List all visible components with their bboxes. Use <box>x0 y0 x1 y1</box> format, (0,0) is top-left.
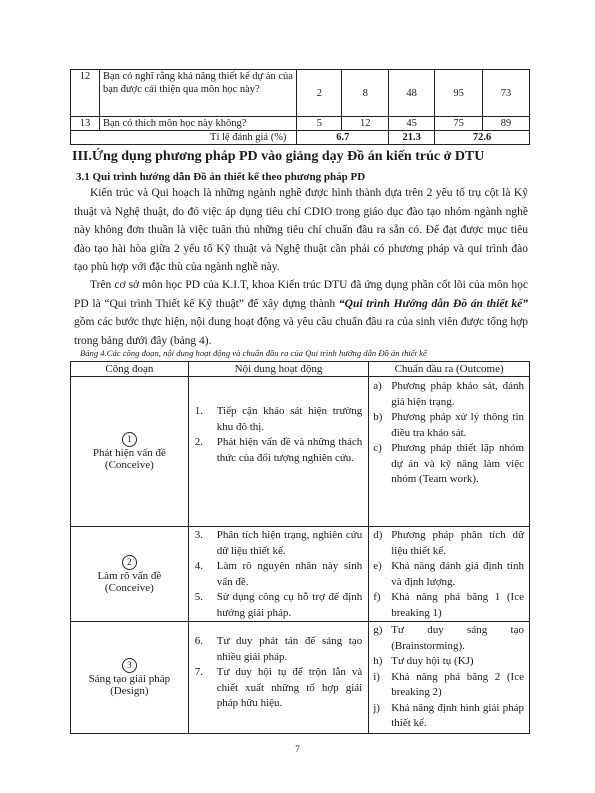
stage-cell <box>71 527 189 622</box>
value-cell: 89 <box>483 117 530 131</box>
value-cell: 73 <box>483 70 530 117</box>
list-item: 6. Tư duy phát tán để sáng tạo nhiều giải pháp. <box>194 635 363 663</box>
row-number: 12 <box>71 70 100 117</box>
paragraph: Kiến trúc và Qui hoạch là những ngành nghề được hình thành dựa trên 2 yếu tố trụ cột là Kỹ thuật và Nghệ thuật, do đó việc áp dụng tiêu chí CDIO trong giáo dục đào tạo nhóm ngành nghề này không đơn thuần là việc tuân thủ những tiêu chí chuẩn đầu ra sẵn có. Để đạt được mục tiêu đào tạo hài hòa giữa 2 yếu tố Kỹ thuật và Nghệ thuật cần phải có phương pháp và qui trình đào tạo phù hợp với đặc thù của ngành nghề này. <box>74 187 528 273</box>
list-item: g) Tư duy sáng tạo (Brainstorming). <box>373 624 524 652</box>
table-row <box>71 117 530 131</box>
list-item: i) Khả năng phá băng 2 (Ice breaking 2) <box>373 670 524 698</box>
list-item: 5. Sử dụng công cụ hỗ trợ để định hướng giải pháp. <box>194 591 363 619</box>
list-item: 1. Tiếp cận khảo sát hiện trường khu đô thị. <box>194 405 363 433</box>
question-cell: Bạn có nghĩ rằng khả năng thiết kế dự án của bạn được cải thiện qua môn học này? <box>99 70 296 117</box>
stage-en: (Conceive) <box>104 459 154 471</box>
paragraph-text: Trên cơ sở môn học PD của K.I.T, khoa Kiến trúc DTU đã ứng dụng phần cốt lõi của môn học PD là “Qui trình Thiết kế Kỹ thuật” để xây dựng thành <box>74 279 528 310</box>
rate-value: 21.3 <box>389 131 435 145</box>
table-row <box>71 70 530 117</box>
stage-cell <box>71 622 189 734</box>
list-item: a) Phương pháp khảo sát, đánh giá hiện trạng. <box>373 380 524 408</box>
list-item: 4. Làm rõ nguyên nhân này sinh vấn đề. <box>194 560 363 588</box>
stage-symbol: 1 <box>122 432 137 447</box>
value-cell: 5 <box>297 117 342 131</box>
list-item: c) Phương pháp thiết lập nhóm dự án và kỹ năng làm việc nhóm (Team work). <box>373 442 524 485</box>
paragraph <box>74 276 528 350</box>
list-item: h) Tư duy hội tụ (KJ) <box>373 655 474 667</box>
column-header: Nội dung hoạt động <box>188 362 369 377</box>
survey-table <box>70 69 530 145</box>
outcomes-cell <box>369 527 530 622</box>
subsection-heading: 3.1 Qui trình hướng dẫn Đồ án thiết kế theo phương pháp PD <box>76 171 366 183</box>
rate-value: 6.7 <box>297 131 389 145</box>
list-item: b) Phương pháp xử lý thông tin điều tra khảo sát. <box>373 411 524 439</box>
process-table <box>70 361 530 734</box>
stage-en: (Conceive) <box>104 581 154 594</box>
list-item: j) Khả năng định hình giải pháp thiết kế. <box>373 701 524 729</box>
value-cell: 12 <box>342 117 389 131</box>
outcomes-cell <box>369 377 530 527</box>
table-row <box>71 527 530 622</box>
value-cell: 45 <box>389 117 435 131</box>
stage-name: Sáng tạo giải pháp <box>88 673 171 685</box>
outcomes-cell <box>369 622 530 734</box>
section-heading: III.Ứng dụng phương pháp PD vào giảng dạy Đồ án kiến trúc ở DTU <box>72 149 485 164</box>
stage-symbol: 2 <box>122 555 137 570</box>
stage-symbol: 3 <box>122 658 137 673</box>
list-item: 2. Phát hiện vấn đề và những thách thức của đối tượng nghiên cứu. <box>194 436 363 464</box>
table-row <box>71 622 530 734</box>
list-item: f) Khả năng phá băng 1 (Ice breaking 1) <box>373 591 524 619</box>
value-cell: 2 <box>297 70 342 117</box>
activities-cell <box>188 377 369 527</box>
row-number: 13 <box>71 117 100 131</box>
stage-en: (Design) <box>110 685 149 697</box>
activities-cell <box>188 527 369 622</box>
stage-name: Phát hiện vấn đề <box>92 447 166 459</box>
table-row <box>71 131 530 145</box>
stage-name: Làm rõ vấn đề <box>97 569 162 582</box>
rate-label: Tỉ lệ đánh giá (%) <box>71 131 297 145</box>
list-item: 7. Tư duy hội tụ để trộn lẫn và chiết xuất những tổ hợp giải pháp hữu hiệu. <box>194 666 363 709</box>
value-cell: 75 <box>435 117 483 131</box>
column-header: Công đoạn <box>71 362 189 377</box>
rate-value: 72.6 <box>435 131 530 145</box>
table-caption: Bảng 4.Các công đoạn, nội dung hoạt động và chuẩn đầu ra của Qui trình hướng dẫn Đồ án thiết kế <box>80 348 427 358</box>
value-cell: 48 <box>389 70 435 117</box>
list-item: 3. Phân tích hiện trạng, nghiên cứu dữ liệu thiết kế. <box>194 529 363 557</box>
question-cell: Bạn có thích môn học này không? <box>99 117 296 131</box>
table-header-row <box>71 362 530 377</box>
value-cell: 8 <box>342 70 389 117</box>
emphasis-text: “Qui trình Hướng dẫn Đồ án thiết kế” <box>338 297 528 310</box>
list-item: d) Phương pháp phân tích dữ liệu thiết kế. <box>373 529 524 557</box>
page-number: 7 <box>295 744 300 754</box>
list-item: e) Khả năng đánh giá định tính và định lượng. <box>373 560 524 588</box>
column-header: Chuẩn đầu ra (Outcome) <box>369 362 530 377</box>
paragraph-text: gồm các bước thực hiện, nội dung hoạt động và yêu cầu chuẩn đầu ra của sinh viên được tổng hợp trong bảng dưới đây (bảng 4). <box>74 316 528 347</box>
activities-cell <box>188 622 369 734</box>
table-row <box>71 377 530 527</box>
stage-cell <box>71 377 189 527</box>
value-cell: 95 <box>435 70 483 117</box>
